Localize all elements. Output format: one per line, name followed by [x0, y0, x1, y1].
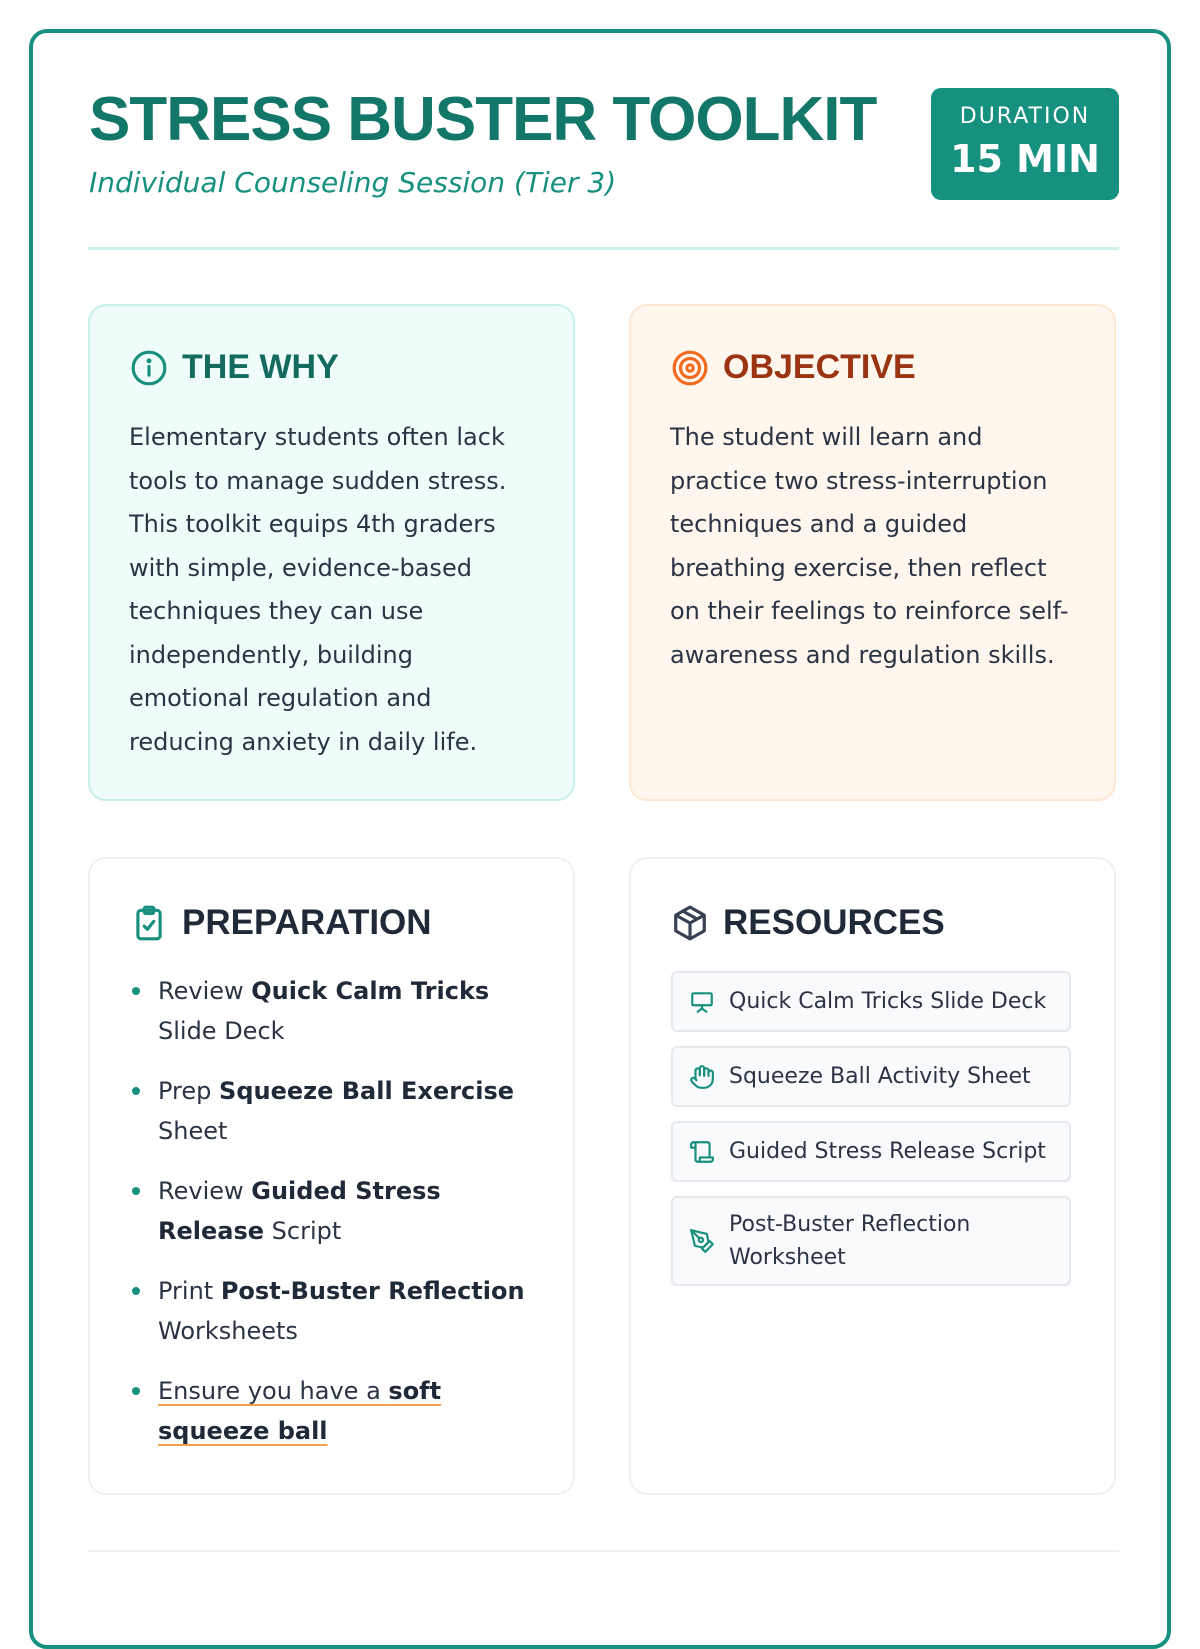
preparation-card [88, 857, 575, 1495]
clipboard-check-icon [130, 904, 168, 942]
package-box-icon [671, 904, 709, 942]
list-item: Prep Squeeze Ball Exercise Sheet [130, 1071, 540, 1151]
why-heading-text: THE WHY [182, 348, 339, 386]
page-subtitle: Individual Counseling Session (Tier 3) [89, 166, 617, 199]
list-item: Ensure you have a soft squeeze ball [130, 1371, 540, 1451]
preparation-list [130, 971, 540, 1471]
list-item: Review Quick Calm Tricks Slide Deck [130, 971, 540, 1051]
resources-card [629, 857, 1116, 1495]
why-text: Elementary students often lack tools to manage sudden stress. This toolkit equips 4th graders with simple, evidence-based techniques they can use independently, building emotional regulation and reducing anxiety in daily life. [129, 423, 507, 756]
duration-value: 15 MIN [950, 137, 1100, 181]
page-title: STRESS BUSTER TOOLKIT [89, 85, 877, 154]
objective-text: The student will learn and practice two stress-interruption techniques and a guided breathing exercise, then reflect on their feelings to reinforce self-awareness and regulation skills. [670, 423, 1069, 669]
preparation-heading-text: PREPARATION [182, 903, 432, 942]
resource-label: Quick Calm Tricks Slide Deck [729, 989, 1047, 1014]
objective-card [629, 304, 1116, 801]
duration-badge [931, 88, 1119, 200]
resource-activity-sheet[interactable] [671, 1046, 1071, 1107]
list-item: Print Post-Buster Reflection Worksheets [130, 1271, 540, 1351]
footer-divider [88, 1550, 1119, 1552]
resources-heading-text: RESOURCES [723, 903, 945, 942]
duration-label: DURATION [959, 104, 1091, 129]
objective-heading [671, 348, 916, 387]
list-item: Review Guided Stress Release Script [130, 1171, 540, 1251]
hand-icon [689, 1064, 715, 1090]
resource-slide-deck[interactable] [671, 971, 1071, 1032]
preparation-heading [130, 903, 432, 943]
target-icon [671, 349, 709, 387]
resource-label: Squeeze Ball Activity Sheet [729, 1064, 1031, 1089]
header-divider [88, 247, 1119, 250]
presentation-icon [689, 989, 715, 1015]
resource-script[interactable] [671, 1121, 1071, 1182]
scroll-icon [689, 1139, 715, 1165]
info-circle-icon [130, 349, 168, 387]
resource-worksheet[interactable] [671, 1196, 1071, 1286]
why-card [88, 304, 575, 801]
pen-tool-icon [689, 1228, 715, 1254]
resource-label: Post-Buster Reflection Worksheet [729, 1212, 971, 1270]
why-heading [130, 348, 339, 387]
objective-heading-text: OBJECTIVE [723, 348, 916, 386]
resource-label: Guided Stress Release Script [729, 1139, 1046, 1164]
resources-list [671, 971, 1071, 1300]
resources-heading [671, 903, 945, 943]
